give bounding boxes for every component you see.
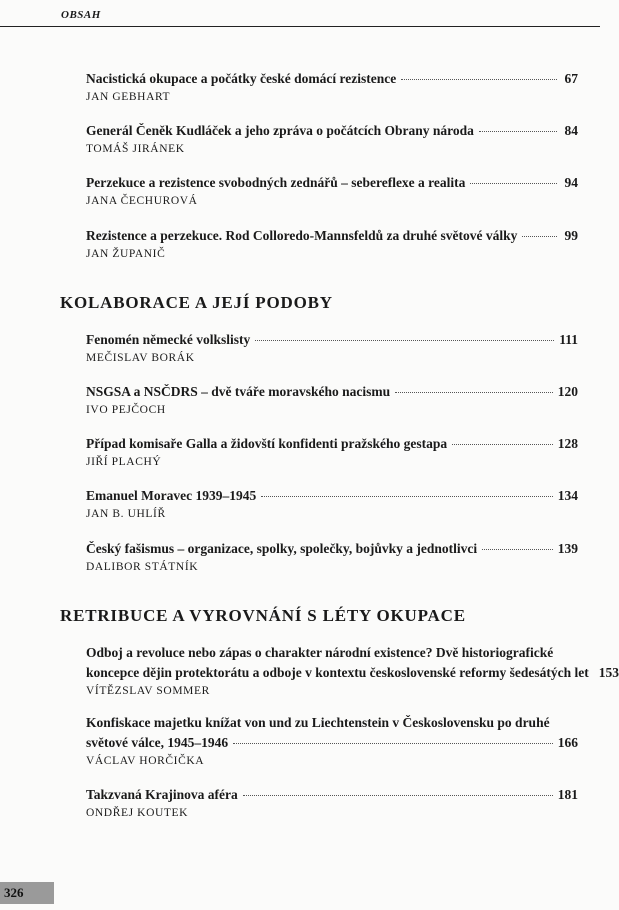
toc-entry[interactable] bbox=[86, 486, 578, 522]
entry-page-number: 94 bbox=[564, 175, 578, 190]
entry-author: IVO PEJČOCH bbox=[86, 404, 166, 416]
dot-leader bbox=[401, 79, 557, 80]
entry-title-line bbox=[86, 121, 578, 141]
header-label: OBSAH bbox=[61, 9, 101, 21]
entry-title: světové válce, 1945–1946 bbox=[86, 735, 229, 750]
section-heading: KOLABORACE A JEJÍ PODOBY bbox=[60, 293, 333, 312]
entry-title-line bbox=[86, 226, 578, 246]
dot-leader bbox=[243, 795, 553, 796]
toc-entry[interactable] bbox=[86, 434, 578, 470]
entry-title: NSGSA a NSČDRS – dvě tváře moravského nacismu bbox=[86, 384, 391, 399]
entry-title-line bbox=[86, 539, 578, 559]
toc-entry[interactable] bbox=[86, 69, 578, 105]
entry-author: DALIBOR STÁTNÍK bbox=[86, 561, 199, 573]
entry-page-number: 139 bbox=[557, 541, 578, 556]
entry-title: Fenomén německé volkslisty bbox=[86, 332, 251, 347]
entry-title-line bbox=[86, 173, 578, 193]
entry-title-line bbox=[86, 486, 578, 506]
toc-entry[interactable] bbox=[86, 643, 619, 699]
entry-page-number: 128 bbox=[557, 436, 578, 451]
entry-author: JANA ČECHUROVÁ bbox=[86, 195, 198, 207]
entry-author: JAN ŽUPANIČ bbox=[86, 248, 166, 260]
entry-author: VÍTĚZSLAV SOMMER bbox=[86, 685, 210, 697]
entry-title-first-line: Odboj a revoluce nebo zápas o charakter národní existence? Dvě historiografické bbox=[86, 645, 554, 660]
entry-page-number: 153 bbox=[598, 665, 619, 680]
entry-title: Emanuel Moravec 1939–1945 bbox=[86, 488, 257, 503]
toc-entry[interactable] bbox=[86, 173, 578, 209]
entry-title: Český fašismus – organizace, spolky, společky, bojůvky a jednotlivci bbox=[86, 541, 478, 556]
entry-title: Generál Čeněk Kudláček a jeho zpráva o počátcích Obrany národa bbox=[86, 123, 474, 138]
page-number-box bbox=[0, 882, 54, 904]
entry-page-number: 134 bbox=[557, 488, 578, 503]
toc-entry[interactable] bbox=[86, 382, 578, 418]
entry-title-line bbox=[86, 733, 578, 753]
dot-leader bbox=[482, 549, 553, 550]
dot-leader bbox=[261, 496, 553, 497]
toc-entry[interactable] bbox=[86, 785, 578, 821]
entry-title-line bbox=[86, 434, 578, 454]
running-header bbox=[0, 0, 600, 28]
entry-title-line bbox=[86, 663, 619, 683]
entry-title-first-line: Konfiskace majetku knížat von und zu Liechtenstein v Československu po druhé bbox=[86, 715, 550, 730]
entry-title: Takzvaná Krajinova aféra bbox=[86, 787, 238, 802]
toc-entry[interactable] bbox=[86, 539, 578, 575]
entry-author: MEČISLAV BORÁK bbox=[86, 352, 195, 364]
entry-author: JAN GEBHART bbox=[86, 91, 171, 103]
entry-author: JAN B. UHLÍŘ bbox=[86, 508, 166, 520]
entry-author: VÁCLAV HORČIČKA bbox=[86, 755, 205, 767]
entry-title: Případ komisaře Galla a židovští konfidenti pražského gestapa bbox=[86, 436, 448, 451]
toc-entry[interactable] bbox=[86, 330, 578, 366]
section-heading: RETRIBUCE A VYROVNÁNÍ S LÉTY OKUPACE bbox=[60, 606, 466, 625]
dot-leader bbox=[452, 444, 553, 445]
entry-title-line bbox=[86, 330, 578, 350]
toc-entry[interactable] bbox=[86, 226, 578, 262]
entry-title: Perzekuce a rezistence svobodných zednářů – sebereflexe a realita bbox=[86, 175, 466, 190]
dot-leader bbox=[395, 392, 553, 393]
entry-page-number: 166 bbox=[557, 735, 578, 750]
dot-leader bbox=[479, 131, 557, 132]
entry-page-number: 181 bbox=[557, 787, 578, 802]
entry-author: TOMÁŠ JIRÁNEK bbox=[86, 143, 185, 155]
header-rule bbox=[0, 26, 600, 27]
dot-leader bbox=[233, 743, 553, 744]
entry-page-number: 99 bbox=[564, 228, 578, 243]
dot-leader bbox=[470, 183, 557, 184]
entry-title-line bbox=[86, 69, 578, 89]
entry-page-number: 84 bbox=[564, 123, 578, 138]
entry-author: JIŘÍ PLACHÝ bbox=[86, 456, 162, 468]
page-number: 326 bbox=[4, 885, 24, 900]
entry-author: ONDŘEJ KOUTEK bbox=[86, 807, 189, 819]
entry-title-line bbox=[86, 382, 578, 402]
toc-entry[interactable] bbox=[86, 713, 578, 769]
entry-title: Rezistence a perzekuce. Rod Colloredo-Mannsfeldů za druhé světové války bbox=[86, 228, 518, 243]
toc-entry[interactable] bbox=[86, 121, 578, 157]
entry-title-line bbox=[86, 785, 578, 805]
entry-page-number: 67 bbox=[564, 71, 578, 86]
dot-leader bbox=[255, 340, 554, 341]
entry-page-number: 120 bbox=[557, 384, 578, 399]
entry-page-number: 111 bbox=[559, 332, 578, 347]
entry-title: koncepce dějin protektorátu a odboje v kontextu československé reformy šedesátých let bbox=[86, 665, 589, 680]
dot-leader bbox=[522, 236, 557, 237]
entry-title: Nacistická okupace a počátky české domácí rezistence bbox=[86, 71, 397, 86]
